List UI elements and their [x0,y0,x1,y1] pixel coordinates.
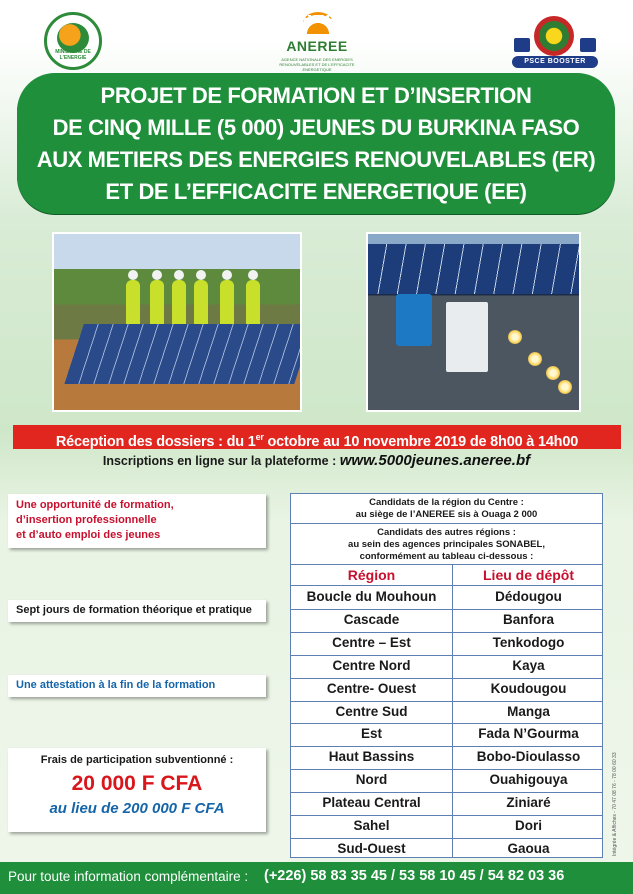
other-candidates-line: Candidats des autres régions : [377,527,516,538]
worker-figure [172,280,186,326]
solar-installation-photo [52,232,302,412]
centre-candidates-line: au siège de l’ANEREE sis à Ouaga 2 000 [355,509,538,520]
other-candidates-line: au sein des agences principales SONABEL, [348,539,545,550]
lieu-cell: Bobo-Dioulasso [476,749,581,765]
opportunity-line: d’insertion professionnelle [16,514,157,526]
table-row [291,815,602,838]
worker-figure [220,280,234,326]
column-header-region: Région [347,567,396,583]
region-cell: Centre- Ouest [326,680,417,696]
solar-panels [368,244,581,294]
people-icon [580,38,596,52]
light-bulb-icon [546,366,560,380]
psce-booster-label: PSCE BOOSTER [512,56,598,68]
opportunity-box [8,494,266,548]
electrical-panel [446,302,488,372]
certificate-box [8,675,266,697]
certificate-text: Une attestation à la fin de la formation [16,679,216,691]
region-cell: Haut Bassins [328,749,415,765]
lieu-cell: Ziniaré [506,795,551,811]
fees-price: 20 000 F CFA [71,772,203,795]
opportunity-line: et d’auto emploi des jeunes [16,529,161,541]
solar-panels [64,324,302,384]
region-cell: Boucle du Mouhoun [306,589,437,604]
region-cell: Plateau Central [322,795,421,811]
light-bulb-icon [508,330,522,344]
printer-credit-text: Intégrée & Affiches - 70 47 08 76 - 78 00 60 33 [612,752,618,856]
sun-icon [303,12,333,34]
table-row [291,769,602,792]
ministry-logo-text: MINISTERE DE L'ENERGIE [55,49,91,61]
deposit-locations-table [290,493,603,858]
fees-label: Frais de participation subventionné : [40,754,234,766]
fees-instead: au lieu de 200 000 F CFA [49,800,225,817]
worker-figure [246,280,260,326]
region-cell: Nord [355,772,388,788]
other-candidates-line: conformément au tableau ci-dessous : [359,551,534,562]
worker-figure [194,280,208,326]
title-banner [17,73,615,214]
inverter-device [396,294,432,346]
table-row [291,701,602,724]
title-line-2: DE CINQ MILLE (5 000) JEUNES DU BURKINA FASO [52,115,580,140]
reception-suffix: octobre au 10 novembre 2019 de 8h00 à 14h00 [263,433,579,450]
region-cell: Cascade [343,611,400,627]
region-cell: Sud-Ouest [337,840,406,856]
training-text: Sept jours de formation théorique et pratique [16,604,252,616]
solar-kit-photo [366,232,581,412]
table-row [291,838,602,861]
factory-icon [514,38,530,52]
online-label: Inscriptions en ligne sur la plateforme : [102,454,340,468]
region-cell: Centre Nord [332,657,411,673]
aneree-logo-subtitle: AGENCE NATIONALE DES ENERGIES RENOUVELABLES ET DE L'EFFICACITE ENERGETIQUE [279,57,355,72]
region-cell: Est [360,726,382,742]
lieu-cell: Dori [515,818,542,833]
table-row [291,678,602,701]
registration-url-link[interactable]: www.5000jeunes.aneree.bf [339,452,531,469]
region-cell: Centre – Est [332,634,411,650]
opportunity-text [16,498,174,543]
table-row [291,586,602,609]
lieu-cell: Dédougou [495,589,562,604]
footer-phone-numbers: (+226) 58 83 35 45 / 53 58 10 45 / 54 82 03 36 [264,868,565,884]
psce-booster-logo [512,16,598,70]
lieu-cell: Manga [507,703,550,719]
opportunity-line: Une opportunité de formation, [16,499,174,511]
region-cell: Centre Sud [335,703,408,719]
worker-figure [150,280,164,326]
lieu-cell: Ouahigouya [489,772,568,788]
lieu-cell: Kaya [512,657,545,673]
title-line-3: AUX METIERS DES ENERGIES RENOUVELABLES (ER) [36,147,596,172]
online-registration [0,452,633,469]
table-header-row [291,565,602,585]
region-cell: Sahel [353,818,390,833]
table-row [291,746,602,769]
aneree-logo [279,12,355,74]
fees-box [8,748,266,832]
contact-footer [0,862,633,894]
table-row [291,792,602,815]
aneree-logo-name: ANEREE [286,38,348,54]
table-divider [291,523,602,524]
printer-credit [606,748,618,858]
table-row [291,609,602,632]
worker-figure [126,280,140,326]
title-line-1: PROJET DE FORMATION ET D’INSERTION [100,83,532,108]
ministry-logo [44,12,102,70]
table-row [291,723,602,746]
training-box [8,600,266,622]
reception-sup: er [255,432,264,442]
light-bulb-icon [558,380,572,394]
booster-emblem-icon [534,16,574,56]
light-bulb-icon [528,352,542,366]
table-body [291,586,602,857]
footer-label: Pour toute information complémentaire : [8,869,249,884]
table-row [291,632,602,655]
lieu-cell: Gaoua [507,840,550,856]
lieu-cell: Fada N’Gourma [478,726,579,742]
lieu-cell: Tenkodogo [492,634,565,650]
reception-banner [13,425,621,449]
centre-candidates-line: Candidats de la région du Centre : [369,497,524,508]
column-header-lieu: Lieu de dépôt [483,567,574,583]
lieu-cell: Banfora [502,611,554,627]
reception-prefix: Réception des dossiers : du 1 [55,433,256,450]
title-line-4: ET DE L’EFFICACITE ENERGETIQUE (EE) [105,179,527,204]
lieu-cell: Koudougou [490,680,567,696]
table-row [291,655,602,678]
